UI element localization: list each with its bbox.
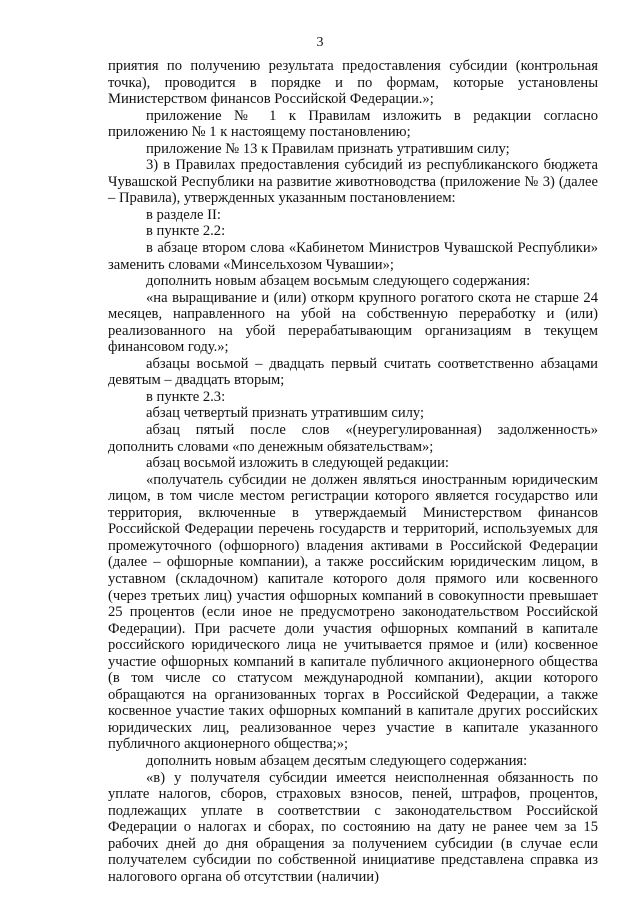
paragraph: абзацы восьмой – двадцать первый считать соответственно абзацами девятым – двадцать вторым;: [108, 355, 598, 389]
paragraph: в пункте 2.3:: [146, 388, 226, 405]
page-number: 3: [316, 35, 324, 50]
paragraph-continuation: приятия по получению результата предоставления субсидии (контрольная точка), проводится в порядке и по формам, которые установлены Министерством финансов Российской Федерации.»;: [108, 58, 598, 108]
paragraph: дополнить новым абзацем восьмым следующего содержания:: [146, 273, 531, 290]
paragraph: «на выращивание и (или) откорм крупного рогатого скота не старше 24 месяцев, направленного на убой на собственную переработку и (или) реализованного на убой перерабатывающим организациям в текущем финансовом году.»;: [108, 289, 598, 356]
paragraph: дополнить новым абзацем десятым следующего содержания:: [146, 752, 528, 769]
paragraph: приложение № 1 к Правилам изложить в редакции согласно приложению № 1 к настоящему постановлению;: [108, 107, 598, 141]
paragraph: в абзаце втором слова «Кабинетом Министров Чувашской Республики» заменить словами «Минсельхозом Чувашии»;: [108, 240, 598, 273]
paragraph: приложение № 13 к Правилам признать утратившим силу;: [146, 140, 510, 157]
paragraph: абзац четвертый признать утратившим силу;: [146, 405, 425, 422]
document-body: [108, 58, 598, 885]
paragraph: «в) у получателя субсидии имеется неисполненная обязанность по уплате налогов, сборов, страховых взносов, пеней, штрафов, процентов, подлежащих уплате в соответствии с законодательством Российской Федерации о налогах и сборах, по состоянию на дату не ранее чем за 15 рабочих дней до дня обращения за получением субсидии (в случае если получателем субсидии по собственной инициативе представлена справка из налогового органа об отсутствии (наличии): [108, 769, 598, 885]
paragraph: 3) в Правилах предоставления субсидий из республиканского бюджета Чувашской Республики на развитие животноводства (приложение № 3) (далее – Правила), утвержденных указанным постановлением:: [108, 157, 598, 207]
paragraph: в разделе II:: [146, 206, 221, 223]
paragraph: абзац восьмой изложить в следующей редакции:: [146, 455, 449, 472]
paragraph: в пункте 2.2:: [146, 223, 226, 240]
paragraph: «получатель субсидии не должен являться иностранным юридическим лицом, в том числе местом регистрации которого является государство или территория, включенные в утверждаемый Министерством финансов Российской Федерации перечень государств и территорий, используемых для промежуточного (офшорного) владения активами в Российской Федерации (далее – офшорные компании), а также российским юридическим лицом, в уставном (складочном) капитале которого доля прямого или косвенного (через третьих лиц) участия офшорных компаний в совокупности превышает 25 процентов (если иное не предусмотрено законодательством Российской Федерации). При расчете доли участия офшорных компаний в капитале российского юридического лица не учитывается прямое и (или) косвенное участие офшорных компаний в капитале публичного акционерного общества (в том числе со статусом международной компании), акции которого обращаются на организованных торгах в Российской Федерации, а также косвенное участие таких офшорных компаний в капитале других российских юридических лиц, реализованное через участие в капитале указанного публичного акционерного общества;»;: [108, 471, 598, 753]
paragraph: абзац пятый после слов «(неурегулированная) задолженность» дополнить словами «по денежным обязательствам»;: [108, 422, 598, 455]
